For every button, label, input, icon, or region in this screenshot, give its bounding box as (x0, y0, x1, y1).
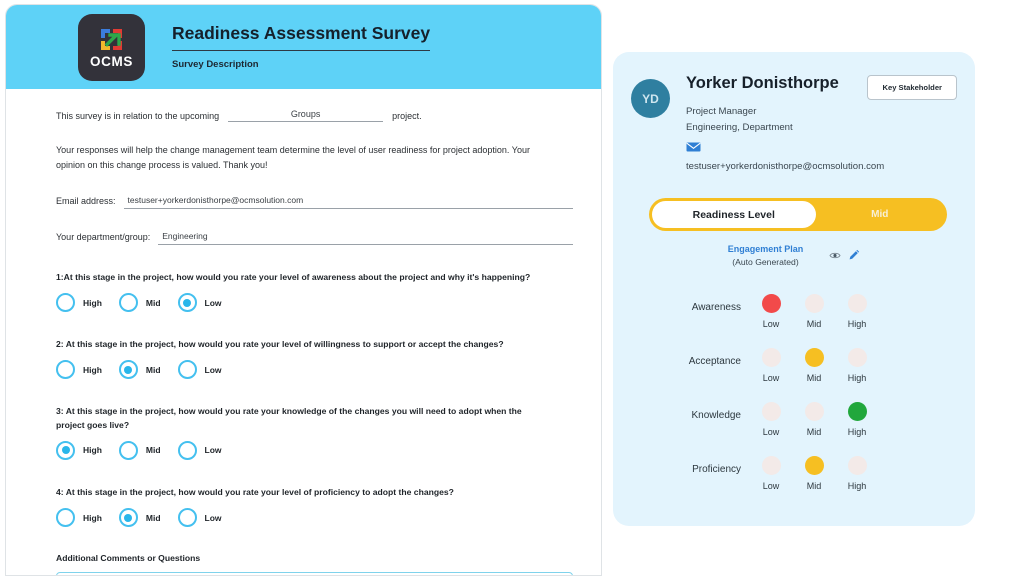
avatar: YD (631, 79, 670, 118)
metric-scale (755, 402, 884, 437)
comments-textarea[interactable] (56, 572, 573, 576)
department-field-label: Your department/group: (56, 231, 151, 242)
scale-option-high[interactable] (841, 456, 873, 491)
readiness-level-label: Readiness Level (652, 201, 816, 228)
profile-header (631, 74, 957, 172)
ocms-logo-icon (98, 26, 125, 53)
profile-details (686, 74, 957, 172)
engagement-plan-subtitle: (Auto Generated) (732, 256, 799, 267)
option-label: Mid (145, 445, 161, 456)
option-label: Low (204, 297, 222, 308)
survey-paragraph: Your responses will help the change management team determine the level of user readiness for project adoption. Your opinion on this change process is valued. Thank you! (56, 145, 530, 170)
metric-name: Acceptance (688, 355, 741, 367)
scale-label: Low (762, 480, 780, 491)
question-4-options (56, 508, 573, 527)
metric-name: Proficiency (692, 463, 741, 475)
question-1 (56, 271, 573, 312)
survey-card (5, 4, 602, 576)
email-field-row (56, 195, 573, 209)
question-1-options (56, 293, 573, 312)
scale-label: Mid (806, 480, 822, 491)
scale-label: Low (762, 426, 780, 437)
question-2-option-high[interactable] (56, 360, 102, 379)
option-label: High (83, 364, 102, 375)
person-department: Engineering, Department (686, 122, 793, 133)
scale-dot[interactable] (848, 456, 867, 475)
question-3-option-low[interactable] (178, 441, 222, 460)
question-4-option-low[interactable] (178, 508, 222, 527)
scale-option-high[interactable] (841, 348, 873, 383)
survey-description: Survey Description (172, 59, 259, 71)
question-3-option-high[interactable] (56, 441, 102, 460)
question-1-option-low[interactable] (178, 293, 222, 312)
person-role: Project Manager (686, 106, 757, 117)
radio-icon[interactable] (178, 360, 197, 379)
department-field[interactable]: Engineering (158, 231, 573, 245)
scale-label: Mid (806, 426, 822, 437)
scale-dot[interactable] (848, 348, 867, 367)
option-label: Mid (145, 364, 161, 375)
intro-tail: project. (392, 111, 422, 121)
scale-label: High (847, 480, 867, 491)
metric-name: Knowledge (691, 409, 741, 421)
question-4-option-mid[interactable] (119, 508, 161, 527)
readiness-metrics (631, 294, 957, 491)
metric-row (631, 348, 957, 383)
email-field-label: Email address: (56, 195, 116, 206)
radio-icon[interactable] (119, 293, 138, 312)
scale-option-high[interactable] (841, 294, 873, 329)
comments-label: Additional Comments or Questions (56, 553, 201, 564)
scale-dot[interactable] (805, 294, 824, 313)
scale-dot[interactable] (762, 456, 781, 475)
question-2-option-mid[interactable] (119, 360, 161, 379)
question-2 (56, 338, 573, 379)
scale-label: High (847, 372, 867, 383)
scale-option-mid[interactable] (798, 348, 830, 383)
radio-icon-selected[interactable] (119, 508, 138, 527)
scale-option-mid[interactable] (798, 402, 830, 437)
radio-icon[interactable] (56, 360, 75, 379)
eye-icon[interactable] (829, 251, 841, 260)
metric-scale (755, 294, 884, 329)
question-3-option-mid[interactable] (119, 441, 161, 460)
readiness-level-toggle[interactable] (649, 198, 947, 231)
question-1-option-high[interactable] (56, 293, 102, 312)
question-3-options (56, 441, 573, 460)
engagement-plan-row (631, 243, 957, 268)
metric-name: Awareness (691, 301, 741, 313)
metric-scale (755, 348, 884, 383)
scale-dot[interactable] (848, 294, 867, 313)
metric-row (631, 294, 957, 329)
question-4 (56, 486, 573, 527)
survey-body (6, 109, 601, 576)
department-field-row (56, 231, 573, 245)
option-label: Low (204, 512, 222, 523)
survey-header (6, 5, 601, 89)
radio-icon[interactable] (56, 508, 75, 527)
radio-icon-selected[interactable] (178, 293, 197, 312)
option-label: Mid (145, 512, 161, 523)
pencil-icon[interactable] (848, 249, 860, 261)
scale-dot[interactable] (762, 348, 781, 367)
logo-wordmark: OCMS (90, 53, 133, 69)
scale-option-high[interactable] (841, 402, 873, 437)
question-4-option-high[interactable] (56, 508, 102, 527)
engagement-plan-text[interactable] (728, 243, 804, 268)
survey-header-text (172, 24, 430, 70)
radio-icon[interactable] (178, 508, 197, 527)
scale-label: Mid (806, 318, 822, 329)
scale-dot[interactable] (805, 402, 824, 421)
question-2-option-low[interactable] (178, 360, 222, 379)
profile-name-row (686, 74, 957, 100)
engagement-plan-actions (829, 249, 860, 261)
metric-scale (755, 456, 884, 491)
scale-dot-selected[interactable] (762, 294, 781, 313)
scale-dot-selected[interactable] (805, 456, 824, 475)
radio-icon[interactable] (119, 441, 138, 460)
radio-icon[interactable] (56, 293, 75, 312)
email-field[interactable]: testuser+yorkerdonisthorpe@ocmsolution.com (124, 195, 573, 209)
scale-dot[interactable] (762, 402, 781, 421)
scale-label: Low (762, 372, 780, 383)
option-label: High (83, 512, 102, 523)
question-3-text: 3: At this stage in the project, how would you rate your knowledge of the changes you will need to adopt when the project goes live? (56, 406, 522, 430)
scale-option-mid[interactable] (798, 456, 830, 491)
scale-option-low[interactable] (755, 348, 787, 383)
person-name: Yorker Donisthorpe (686, 74, 839, 92)
radio-icon[interactable] (178, 441, 197, 460)
scale-option-low[interactable] (755, 402, 787, 437)
scale-label: High (847, 318, 867, 329)
scale-option-low[interactable] (755, 456, 787, 491)
question-1-text: 1:At this stage in the project, how would you rate your level of awareness about the project and why it's happening? (56, 271, 531, 282)
question-2-text: 2: At this stage in the project, how would you rate your level of willingness to support or accept the changes? (56, 339, 504, 349)
intro-row (56, 109, 573, 122)
scale-dot-selected[interactable] (805, 348, 824, 367)
ocms-logo-tile (78, 14, 145, 81)
option-label: Mid (145, 297, 161, 308)
readiness-level-value: Mid (871, 209, 889, 220)
scale-label: High (847, 426, 867, 437)
person-email: testuser+yorkerdonisthorpe@ocmsolution.com (686, 161, 885, 172)
option-label: Low (204, 364, 222, 375)
question-2-options (56, 360, 573, 379)
scale-dot-selected[interactable] (848, 402, 867, 421)
metric-row (631, 402, 957, 437)
engagement-plan-link[interactable]: Engagement Plan (727, 244, 804, 254)
metric-row (631, 456, 957, 491)
project-name-field[interactable]: Groups (228, 109, 383, 122)
option-label: Low (204, 445, 222, 456)
question-4-text: 4: At this stage in the project, how would you rate your level of proficiency to adopt the changes? (56, 486, 454, 497)
scale-option-mid[interactable] (798, 294, 830, 329)
envelope-icon (686, 139, 957, 157)
option-label: High (83, 297, 102, 308)
scale-label: Low (762, 318, 780, 329)
scale-option-low[interactable] (755, 294, 787, 329)
question-3 (56, 405, 573, 460)
intro-lead: This survey is in relation to the upcoming (56, 111, 220, 121)
radio-icon-selected[interactable] (119, 360, 138, 379)
status-badge[interactable]: Key Stakeholder (867, 75, 957, 100)
page-title: Readiness Assessment Survey (172, 24, 430, 51)
question-1-option-mid[interactable] (119, 293, 161, 312)
stakeholder-profile-panel (613, 52, 975, 526)
scale-label: Mid (806, 372, 822, 383)
radio-icon-selected[interactable] (56, 441, 75, 460)
option-label: High (83, 445, 102, 456)
